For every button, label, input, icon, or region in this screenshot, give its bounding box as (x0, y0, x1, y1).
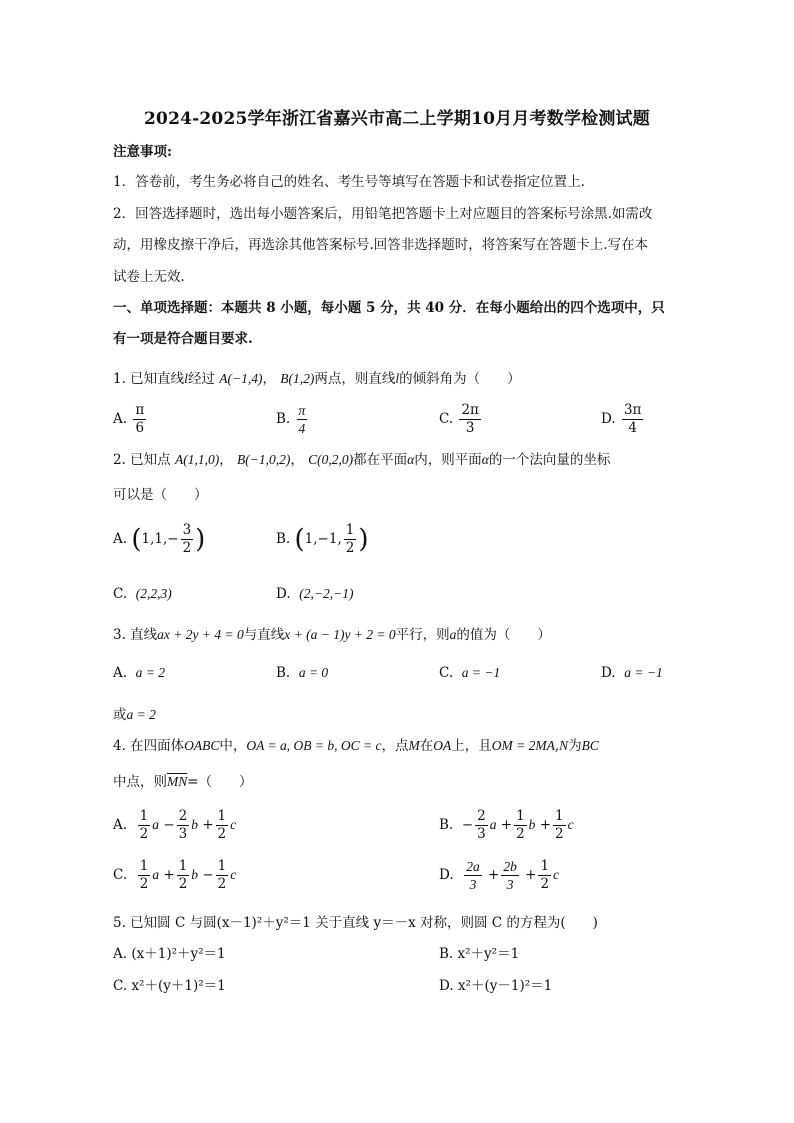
notice-item-2-line-3: 试卷上无效. (113, 269, 185, 285)
question-4-stem-line-1: 4. 在四面体OABC中，OA = a, OB = b, OC = c，点M在OA上，且OM = 2MA,N为BC (113, 738, 599, 754)
question-2-stem-line-1: 2. 已知点 A(1,1,0)， B(−1,0,2)， C(0,2,0)都在平面α内，则平面α的一个法向量的坐标 (113, 452, 611, 468)
question-5-stem: 5. 已知圆 C 与圆(x－1)²＋y²＝1 关于直线 y＝－x 对称，则圆 C 的方程为( ) (113, 915, 598, 931)
q3-option-d[interactable]: D. a = −1 (601, 665, 663, 681)
q4-option-a[interactable]: A. $\frac{1}{2}$ a − $\frac{2}{3}$ b + $\frac{1}{2}$ c (113, 808, 237, 842)
q3-option-c[interactable]: C. a = −1 (439, 665, 501, 681)
q1-option-c-fraction: $\frac{2\pi}{3}$ (461, 402, 479, 436)
page-title: 2024-2025学年浙江省嘉兴市高二上学期10月月考数学检测试题 (144, 109, 650, 129)
q3-option-a[interactable]: A. a = 2 (113, 665, 166, 681)
question-2-stem-line-2: 可以是（ ） (113, 487, 208, 503)
q1-sep: ， (262, 371, 276, 387)
question-3-stem: 3. 直线ax + 2y + 4 = 0与直线x + (a − 1)y + 2 = 0平行，则a的值为（ ） (113, 627, 551, 643)
section-heading-line-1: 一、单项选择题：本题共 8 小题，每小题 5 分，共 40 分．在每小题给出的四个选项中，只 (113, 300, 665, 316)
q1-option-b[interactable]: B. $\frac{\pi}{4}$ (276, 403, 306, 436)
q5-option-b[interactable]: B. x²＋y²＝1 (439, 946, 520, 962)
q4-vector-mn: $\overline{MN}$ (167, 774, 188, 789)
q3-option-b[interactable]: B. a = 0 (276, 665, 329, 681)
q3-line-2-equation: x + (a − 1)y + 2 = 0 (284, 627, 396, 642)
q2-point-b: B(−1,0,2) (237, 452, 291, 467)
question-4-stem-line-2: 中点，则$\overline{MN}=$（ ） (113, 774, 253, 790)
q1-suffix: 的倾斜角为（ ） (399, 371, 521, 387)
q2-option-a[interactable]: A. (1,1,− $\frac{3}{2}$ ) (113, 522, 206, 556)
q1-option-a[interactable]: A. $\frac{\pi}{6}$ (113, 402, 145, 436)
q5-option-c[interactable]: C. x²＋(y＋1)²＝1 (113, 978, 226, 994)
q1-option-b-fraction: $\frac{\pi}{4}$ (298, 403, 306, 436)
q3-option-d-continued: 或a = 2 (113, 707, 156, 723)
q4-option-d[interactable]: D. $\frac{2a}{3}$ + $\frac{2b}{3}$ + $\frac{1}{2}$ c (439, 858, 560, 892)
q2-point-a: A(1,1,0) (174, 452, 220, 467)
q1-option-d-fraction: $\frac{3\pi}{4}$ (623, 402, 642, 436)
q1-point-b: B(1,2) (280, 371, 315, 386)
q2-option-b[interactable]: B. (1,−1, $\frac{1}{2}$ ) (276, 522, 369, 556)
q1-mid2: 两点，则直线 (314, 371, 396, 387)
notice-item-2-line-2: 动，用橡皮擦干净后，再选涂其他答案标号.回答非选择题时，将答案写在答题卡上.写在本 (113, 237, 649, 253)
q1-mid1: 经过 (187, 371, 215, 387)
notice-item-1: 1．答卷前，考生务必将自己的姓名、考生号等填写在答题卡和试卷指定位置上. (113, 174, 585, 190)
q1-option-c[interactable]: C. $\frac{2\pi}{3}$ (439, 402, 479, 436)
section-heading-line-2: 有一项是符合题目要求. (113, 331, 253, 347)
q1-line-l: l (184, 371, 188, 386)
q1-option-d[interactable]: D. $\frac{3\pi}{4}$ (601, 402, 642, 436)
q4-vector-definitions: OA = a, OB = b, OC = c (246, 738, 382, 753)
q5-option-d[interactable]: D. x²＋(y－1)²＝1 (439, 978, 553, 994)
q2-point-c: C(0,2,0) (308, 452, 354, 467)
q4-option-b[interactable]: B. − $\frac{2}{3}$ a + $\frac{1}{2}$ b + $\frac{1}{2}$ c (439, 808, 574, 842)
q2-option-c[interactable]: C. (2,2,3) (113, 586, 172, 602)
q5-option-a[interactable]: A. (x＋1)²＋y²＝1 (113, 946, 226, 962)
q1-option-a-fraction: $\frac{\pi}{6}$ (135, 402, 145, 436)
notice-heading: 注意事项: (113, 144, 172, 160)
notice-item-2-line-1: 2．回答选择题时，选出每小题答案后，用铅笔把答题卡上对应题目的答案标号涂黑.如需改 (113, 206, 653, 222)
q4-option-c[interactable]: C. $\frac{1}{2}$ a + $\frac{1}{2}$ b − $\frac{1}{2}$ c (113, 858, 237, 892)
q1-point-a: A(−1,4) (219, 371, 263, 386)
q1-prefix: 1. 已知直线 (113, 371, 185, 387)
q1-line-l-2: l (395, 371, 400, 386)
q3-line-1-equation: ax + 2y + 4 = 0 (157, 627, 244, 642)
question-1-stem (113, 370, 521, 388)
q2-option-d[interactable]: D. (2,−2,−1) (276, 586, 354, 602)
